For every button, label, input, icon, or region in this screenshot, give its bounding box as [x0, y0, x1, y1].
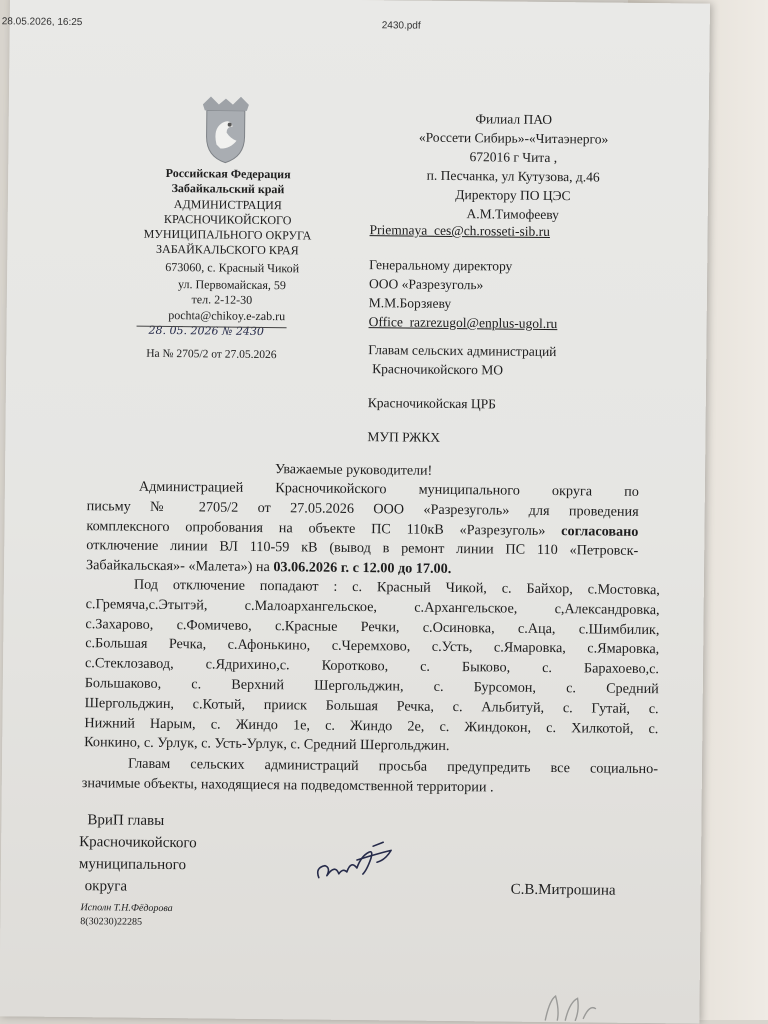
sender-phone: тел. 2-12-30: [191, 292, 253, 307]
signatory-role-line1: ВриП главы: [87, 812, 165, 829]
coat-of-arms-emblem: [196, 96, 255, 165]
recipient1-line6: А.М.Тимофееву: [466, 206, 559, 223]
print-datetime: 28.05.2026, 16:25: [1, 16, 83, 29]
reference-number: На № 2705/2 от 27.05.2026: [146, 347, 277, 362]
signatory-role-line3: муниципального: [78, 856, 187, 874]
p2-line7: Шергольджин, с.Котый, прииск Большая Речка, с. Альбитуй, с. Гутай, с.: [84, 694, 659, 717]
sender-email: pochta@chikoy.e-zab.ru: [168, 308, 286, 324]
recipient1-line2: «Россети Сибирь»-«Читаэнерго»: [418, 129, 609, 147]
recipient1-line1: Филиал ПАО: [475, 111, 553, 128]
paragraph-3: [82, 754, 658, 800]
sender-org-line1: АДМИНИСТРАЦИЯ: [173, 197, 282, 213]
paragraph-2: [84, 575, 660, 759]
executor-phone: 8(30230)22285: [80, 916, 143, 928]
sender-region: Забайкальский край: [171, 181, 285, 197]
recipient2-line3: М.М.Борзяеву: [368, 295, 452, 311]
recipient2-line1: Генеральному директору: [369, 257, 513, 274]
handwritten-signature: [311, 838, 412, 889]
recipient3-line2: Красночикойского МО: [372, 361, 504, 378]
sender-address2: ул. Первомайская, 59: [177, 277, 287, 293]
p1-line5-text: Забайкальская»- «Малета») на: [85, 557, 270, 576]
signatory-name: С.В.Митрошина: [510, 881, 616, 899]
sender-country: Российская Федерация: [165, 165, 291, 182]
sender-org-line2: КРАСНОЧИКОЙСКОГО: [163, 211, 292, 228]
sender-address1: 673060, с. Красный Чикой: [165, 259, 300, 276]
outgoing-number-handwritten: 28. 05. 2026 № 2430: [148, 323, 264, 339]
recipient1-email: Priemnaya_ces@ch.rosseti-sib.ru: [369, 222, 551, 240]
salutation: Уважаемые руководители!: [274, 462, 433, 479]
p3-line2: значимые объекты, находящиеся на подведомственной территории .: [81, 774, 494, 796]
p3-line1: Главам сельских администраций просьба предупредить все социально-: [127, 755, 659, 778]
p2-line5: с.Стеклозавод, с.Ядрихино,с. Коротково, с. Быково, с. Барахоево,с.: [84, 655, 660, 678]
recipient1-line5: Директору ПО ЦЭС: [455, 187, 571, 204]
p1-date-time: 03.06.2026 г. с 12.00 до 17.00.: [273, 559, 452, 578]
p1-agreed: согласовано: [561, 522, 639, 540]
recipient3-line1: Главам сельских администраций: [368, 342, 557, 360]
p1-line2: письму № 2705/2 от 27.05.2026 ООО «Разрезуголь» для проведения: [86, 497, 639, 520]
p1-line3-text: комплексного опробования на объекте ПС 110кВ «Разрезуголь»: [86, 517, 546, 539]
p2-line4: с.Большая Речка, с.Афонькино, с.Черемхово, с.Усть, с.Ямаровка, с.Ямаровка,: [85, 635, 660, 658]
paragraph-1: [86, 477, 639, 582]
sender-org-line4: ЗАБАЙКАЛЬСКОГО КРАЯ: [155, 241, 299, 258]
bleed-through-signature: [539, 990, 619, 1023]
signatory-role-line2: Красночикойского: [79, 834, 197, 852]
p2-line8: Нижний Нарым, с. Жиндо 1е, с. Жиндо 2е, с. Жиндокон, с. Хилкотой, с.: [84, 714, 659, 737]
signatory-role: [79, 809, 197, 898]
p2-line1: Под отключение попадают : с. Красный Чикой, с. Байхор, с.Мостовка,: [133, 576, 660, 599]
p2-line6: Большаково, с. Верхний Шергольджин, с. Бурсомон, с. Средний: [84, 675, 659, 698]
signatory-role-line4: округа: [84, 878, 128, 895]
recipient2-email: Office_razrezugol@enplus-ugol.ru: [368, 314, 558, 332]
print-filename: 2430.pdf: [381, 20, 421, 32]
recipient1-line3: 672016 г Чита ,: [469, 149, 558, 166]
p1-line4: отключение линии ВЛ 110-59 кВ (вывод в ремонт линии ПС 110 «Петровск-: [86, 537, 639, 560]
executor-name: Исполн Т.Н.Фёдорова: [80, 902, 173, 915]
p2-line3: с.Захарово, с.Фомичево, с.Красные Речки, с.Осиновка, с.Аца, с.Шимбилик,: [85, 615, 660, 638]
recipient5: МУП РЖКХ: [367, 429, 441, 445]
recipient2-line2: ООО «Разрезуголь»: [368, 276, 484, 293]
p1-line1: Администрацией Красночикойского муниципального округа по: [138, 478, 639, 500]
p2-line9: Конкино, с. Урлук, с. Усть-Урлук, с. Средний Шергольджин.: [84, 734, 450, 755]
recipient1-line4: п. Песчанка, ул Кутузова, д.46: [426, 167, 600, 185]
sender-org-line3: МУНИЦИПАЛЬНОГО ОКРУГА: [143, 226, 312, 243]
recipient4: Красночикойская ЦРБ: [367, 395, 497, 412]
p2-line2: с.Гремяча,с.Этытэй, с.Малоархангельское, с.Архангельское, с,Александровка,: [85, 595, 660, 618]
